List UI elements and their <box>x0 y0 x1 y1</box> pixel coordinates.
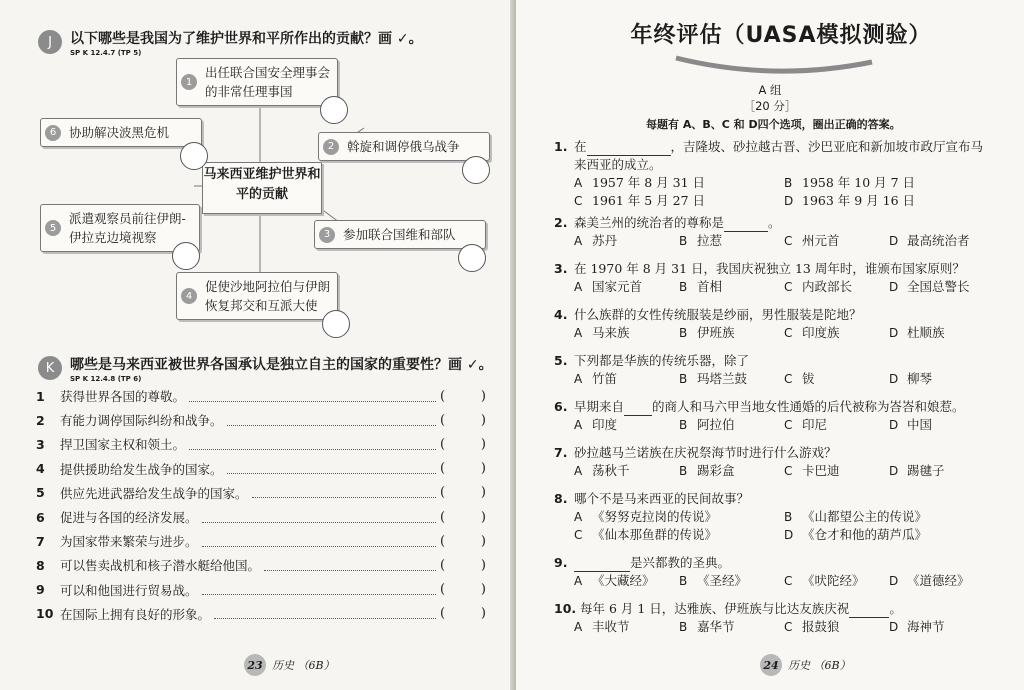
section-j-header <box>38 30 423 57</box>
option-c[interactable]: C 印尼 <box>784 417 828 432</box>
answer-blank[interactable] <box>724 218 768 232</box>
mind-node-2 <box>318 132 490 161</box>
option-c[interactable]: C 报鼓狼 <box>784 619 840 634</box>
option-d[interactable]: D 柳琴 <box>889 371 933 386</box>
question-text-post: ，吉隆坡、砂拉越古晋、沙巴亚庇和新加坡市政厅宣布马来西亚的成立。 <box>574 139 984 172</box>
option-d[interactable]: D 杜顺族 <box>889 325 945 340</box>
option-d[interactable]: D 踢毽子 <box>889 463 945 478</box>
list-item <box>36 432 486 456</box>
mind-node-3-number: 3 <box>319 227 335 243</box>
options <box>554 278 994 296</box>
question-text-post: 。 <box>768 215 781 230</box>
question-1 <box>554 138 994 214</box>
k-item-number: 5 <box>36 485 45 501</box>
section-k-code: SP K 12.4.8 (TP 6) <box>70 375 142 383</box>
options <box>554 618 994 636</box>
question-8 <box>554 490 994 554</box>
option-c[interactable]: C 钹 <box>784 371 815 386</box>
list-item <box>36 457 486 481</box>
option-c[interactable]: C 1961 年 5 月 27 日 <box>574 193 706 208</box>
question-number: 8. <box>554 491 568 506</box>
page-number: 24 <box>760 654 782 676</box>
k-item-number: 9 <box>36 582 45 598</box>
answer-brackets[interactable]: ( ) <box>440 436 486 452</box>
options <box>554 572 994 590</box>
k-item-number: 6 <box>36 509 45 525</box>
answer-brackets[interactable]: ( ) <box>440 557 486 573</box>
answer-brackets[interactable]: ( ) <box>440 533 486 549</box>
question-5 <box>554 352 994 398</box>
list-item <box>36 553 486 577</box>
options <box>554 324 994 342</box>
option-a[interactable]: A 竹笛 <box>574 371 618 386</box>
mind-node-1 <box>176 58 338 106</box>
k-item-text: 提供援助给发生战争的国家。 <box>60 461 223 477</box>
question-text-post: 的商人和马六甲当地女性通婚的后代被称为峇峇和娘惹。 <box>652 399 965 414</box>
question-9 <box>554 554 994 600</box>
k-item-number: 2 <box>36 412 45 428</box>
option-a[interactable]: A 马来族 <box>574 325 630 340</box>
section-k-header <box>38 356 493 383</box>
list-item <box>36 481 486 505</box>
right-page <box>516 0 1024 690</box>
option-b[interactable]: B 拉惹 <box>679 233 723 248</box>
option-a[interactable]: A 荡秋千 <box>574 463 630 478</box>
question-6 <box>554 398 994 444</box>
options <box>554 174 994 210</box>
option-d[interactable]: D 中国 <box>889 417 933 432</box>
dotted-leader <box>189 391 436 402</box>
question-text-pre: 下列都是华族的传统乐器，除了 <box>574 353 750 368</box>
option-c[interactable]: C 《吠陀经》 <box>784 573 865 588</box>
mind-node-3-text: 参加联合国维和部队 <box>343 227 456 242</box>
mind-node-1-answer-circle[interactable] <box>320 96 348 124</box>
question-number: 7. <box>554 445 568 460</box>
right-page-footer <box>760 654 851 676</box>
option-b[interactable]: B 阿拉伯 <box>679 417 735 432</box>
list-item <box>36 505 486 529</box>
question-text-pre: 每年 6 月 1 日，达雅族、伊班族与比达友族庆祝 <box>580 601 850 616</box>
question-text-pre: 什么族群的女性传统服装是纱丽，男性服装是陀地？ <box>574 307 862 322</box>
option-d[interactable]: D 《道德经》 <box>889 573 970 588</box>
option-c[interactable]: C 《仙本那鱼群的传说》 <box>574 527 718 542</box>
option-d[interactable]: D 全国总警长 <box>889 279 970 294</box>
list-item <box>36 408 486 432</box>
marks-label: ［20 分］ <box>743 99 797 113</box>
question-number: 6. <box>554 399 568 414</box>
option-d[interactable]: D 1963 年 9 月 16 日 <box>784 193 916 208</box>
mind-node-3 <box>314 220 486 249</box>
dotted-leader <box>214 608 436 619</box>
mind-node-1-text: 出任联合国安全理事会的非常任理事国 <box>205 65 331 99</box>
question-7 <box>554 444 994 490</box>
option-d[interactable]: D 最高统治者 <box>889 233 970 248</box>
options <box>554 232 994 250</box>
question-list <box>554 138 994 646</box>
question-2 <box>554 214 994 260</box>
option-a[interactable]: A 苏丹 <box>574 233 618 248</box>
options <box>554 462 994 480</box>
question-number: 3. <box>554 261 568 276</box>
question-number: 9. <box>554 555 568 570</box>
question-text-pre: 森美兰州的统治者的尊称是 <box>574 215 725 230</box>
dotted-leader <box>227 415 436 426</box>
option-d[interactable]: D 《仓才和他的葫芦瓜》 <box>784 527 928 542</box>
list-item <box>36 602 486 626</box>
mind-node-4-answer-circle[interactable] <box>322 310 350 338</box>
mind-map <box>34 58 504 348</box>
answer-blank[interactable] <box>849 604 889 618</box>
question-text-pre: 哪个不是马来西亚的民间故事？ <box>574 491 750 506</box>
option-d[interactable]: D 海神节 <box>889 619 945 634</box>
option-a[interactable]: A 国家元首 <box>574 279 643 294</box>
question-number: 4. <box>554 307 568 322</box>
page-title: 年终评估（UASA模拟测验） <box>630 23 932 48</box>
dotted-leader <box>252 487 436 498</box>
list-item <box>36 384 486 408</box>
answer-blank[interactable] <box>574 558 630 572</box>
mind-node-2-number: 2 <box>323 139 339 155</box>
section-j-code: SP K 12.4.7 (TP 5) <box>70 49 142 57</box>
option-b[interactable]: B 玛塔兰鼓 <box>679 371 748 386</box>
answer-brackets[interactable]: ( ) <box>440 388 486 404</box>
option-b[interactable]: B 嘉华节 <box>679 619 735 634</box>
k-item-number: 3 <box>36 436 45 452</box>
option-c[interactable]: C 州元首 <box>784 233 840 248</box>
k-item-text: 促进与各国的经济发展。 <box>60 510 198 526</box>
section-k-question: 哪些是马来西亚被世界各国承认是独立自主的国家的重要性？画 ✓。 <box>70 357 493 373</box>
dotted-leader <box>202 536 436 547</box>
k-item-text: 捍卫国家主权和领土。 <box>60 437 186 453</box>
options <box>554 370 994 388</box>
dotted-leader <box>202 512 436 523</box>
mind-node-6-answer-circle[interactable] <box>180 142 208 170</box>
option-b[interactable]: B 首相 <box>679 279 723 294</box>
option-c[interactable]: C 卡巴迪 <box>784 463 840 478</box>
footer-label: 历史 （6B） <box>788 659 851 672</box>
page-number: 23 <box>244 654 266 676</box>
option-a[interactable]: A 印度 <box>574 417 618 432</box>
mind-node-1-number: 1 <box>181 74 197 90</box>
answer-blank[interactable] <box>587 142 671 156</box>
question-number: 10. <box>554 601 577 616</box>
question-text-pre: 砂拉越马兰诺族在庆祝祭海节时进行什么游戏？ <box>574 445 837 460</box>
section-j-question: 以下哪些是我国为了维护世界和平所作出的贡献？画 ✓。 <box>70 31 423 47</box>
option-b[interactable]: B 踢彩盒 <box>679 463 735 478</box>
mind-node-4-text: 促使沙地阿拉伯与伊朗恢复邦交和互派大使 <box>205 279 331 313</box>
mind-node-6 <box>40 118 202 147</box>
k-item-text: 在国际上拥有良好的形象。 <box>60 606 211 622</box>
k-item-text: 可以和他国进行贸易战。 <box>60 582 198 598</box>
answer-brackets[interactable]: ( ) <box>440 509 486 525</box>
k-item-number: 8 <box>36 557 45 573</box>
answer-brackets[interactable]: ( ) <box>440 461 486 477</box>
dotted-leader <box>189 439 436 450</box>
question-text-post: 是兴都教的圣典。 <box>630 555 731 570</box>
question-number: 1. <box>554 139 568 154</box>
answer-blank[interactable] <box>624 402 652 416</box>
question-number: 5. <box>554 353 568 368</box>
k-item-number: 1 <box>36 388 45 404</box>
options <box>554 508 994 544</box>
footer-label: 历史 （6B） <box>272 659 335 672</box>
dotted-leader <box>227 463 436 474</box>
mind-node-6-text: 协助解决波黑危机 <box>69 125 170 140</box>
k-item-text: 获得世界各国的尊敬。 <box>60 389 186 405</box>
question-text-post: 。 <box>889 601 902 616</box>
question-10 <box>554 600 994 646</box>
mind-node-2-answer-circle[interactable] <box>462 156 490 184</box>
section-j-badge: J <box>38 30 62 54</box>
k-item-number: 7 <box>36 533 45 549</box>
answer-brackets[interactable]: ( ) <box>440 606 486 622</box>
section-k-list <box>36 384 486 626</box>
option-a[interactable]: A 1957 年 8 月 31 日 <box>574 175 706 190</box>
mind-node-5-answer-circle[interactable] <box>172 242 200 270</box>
options <box>554 416 994 434</box>
option-b[interactable]: B 《山都望公主的传说》 <box>784 509 928 524</box>
list-item <box>36 578 486 602</box>
answer-brackets[interactable]: ( ) <box>440 582 486 598</box>
option-a[interactable]: A 《大藏经》 <box>574 573 655 588</box>
answer-brackets[interactable]: ( ) <box>440 412 486 428</box>
question-text-pre: 在 1970 年 8 月 31 日，我国庆祝独立 13 周年时，谁颁布国家原则？ <box>574 261 965 276</box>
question-4 <box>554 306 994 352</box>
question-text-pre: 在 <box>574 139 587 154</box>
answer-brackets[interactable]: ( ) <box>440 485 486 501</box>
mind-map-center <box>202 162 322 214</box>
option-c[interactable]: C 内政部长 <box>784 279 853 294</box>
mind-node-4-number: 4 <box>181 288 197 304</box>
title-swoosh <box>674 52 874 78</box>
question-text-pre: 早期来自 <box>574 399 625 414</box>
dotted-leader <box>202 584 436 595</box>
instruction: 每题有 A、B、C 和 D四个选项，圈出正确的答案。 <box>646 118 901 131</box>
mind-node-5-text: 派遣观察员前往伊朗-伊拉克边境视察 <box>69 211 186 245</box>
mind-node-4 <box>176 272 338 320</box>
mind-node-2-text: 斡旋和调停俄乌战争 <box>347 139 460 154</box>
mind-node-5-number: 5 <box>45 220 61 236</box>
mind-node-6-number: 6 <box>45 125 61 141</box>
mind-node-3-answer-circle[interactable] <box>458 244 486 272</box>
section-k-badge: K <box>38 356 62 380</box>
k-item-text: 可以售卖战机和核子潜水艇给他国。 <box>60 558 261 574</box>
k-item-number: 10 <box>36 606 54 622</box>
k-item-text: 为国家带来繁荣与进步。 <box>60 534 198 550</box>
option-b[interactable]: B 《圣经》 <box>679 573 748 588</box>
option-b[interactable]: B 1958 年 10 月 7 日 <box>784 175 916 190</box>
option-c[interactable]: C 印度族 <box>784 325 840 340</box>
question-3 <box>554 260 994 306</box>
k-item-text: 有能力调停国际纠纷和战争。 <box>60 413 223 429</box>
left-page-footer <box>244 654 335 676</box>
option-a[interactable]: A 《努努克拉岗的传说》 <box>574 509 718 524</box>
question-number: 2. <box>554 215 568 230</box>
k-item-text: 供应先进武器给发生战争的国家。 <box>60 485 248 501</box>
option-a[interactable]: A 丰收节 <box>574 619 630 634</box>
dotted-leader <box>264 560 436 571</box>
list-item <box>36 529 486 553</box>
group-label: A 组 <box>758 83 782 97</box>
option-b[interactable]: B 伊班族 <box>679 325 735 340</box>
mind-map-center-text: 马来西亚维护世界和平的贡献 <box>203 167 321 202</box>
k-item-number: 4 <box>36 461 45 477</box>
